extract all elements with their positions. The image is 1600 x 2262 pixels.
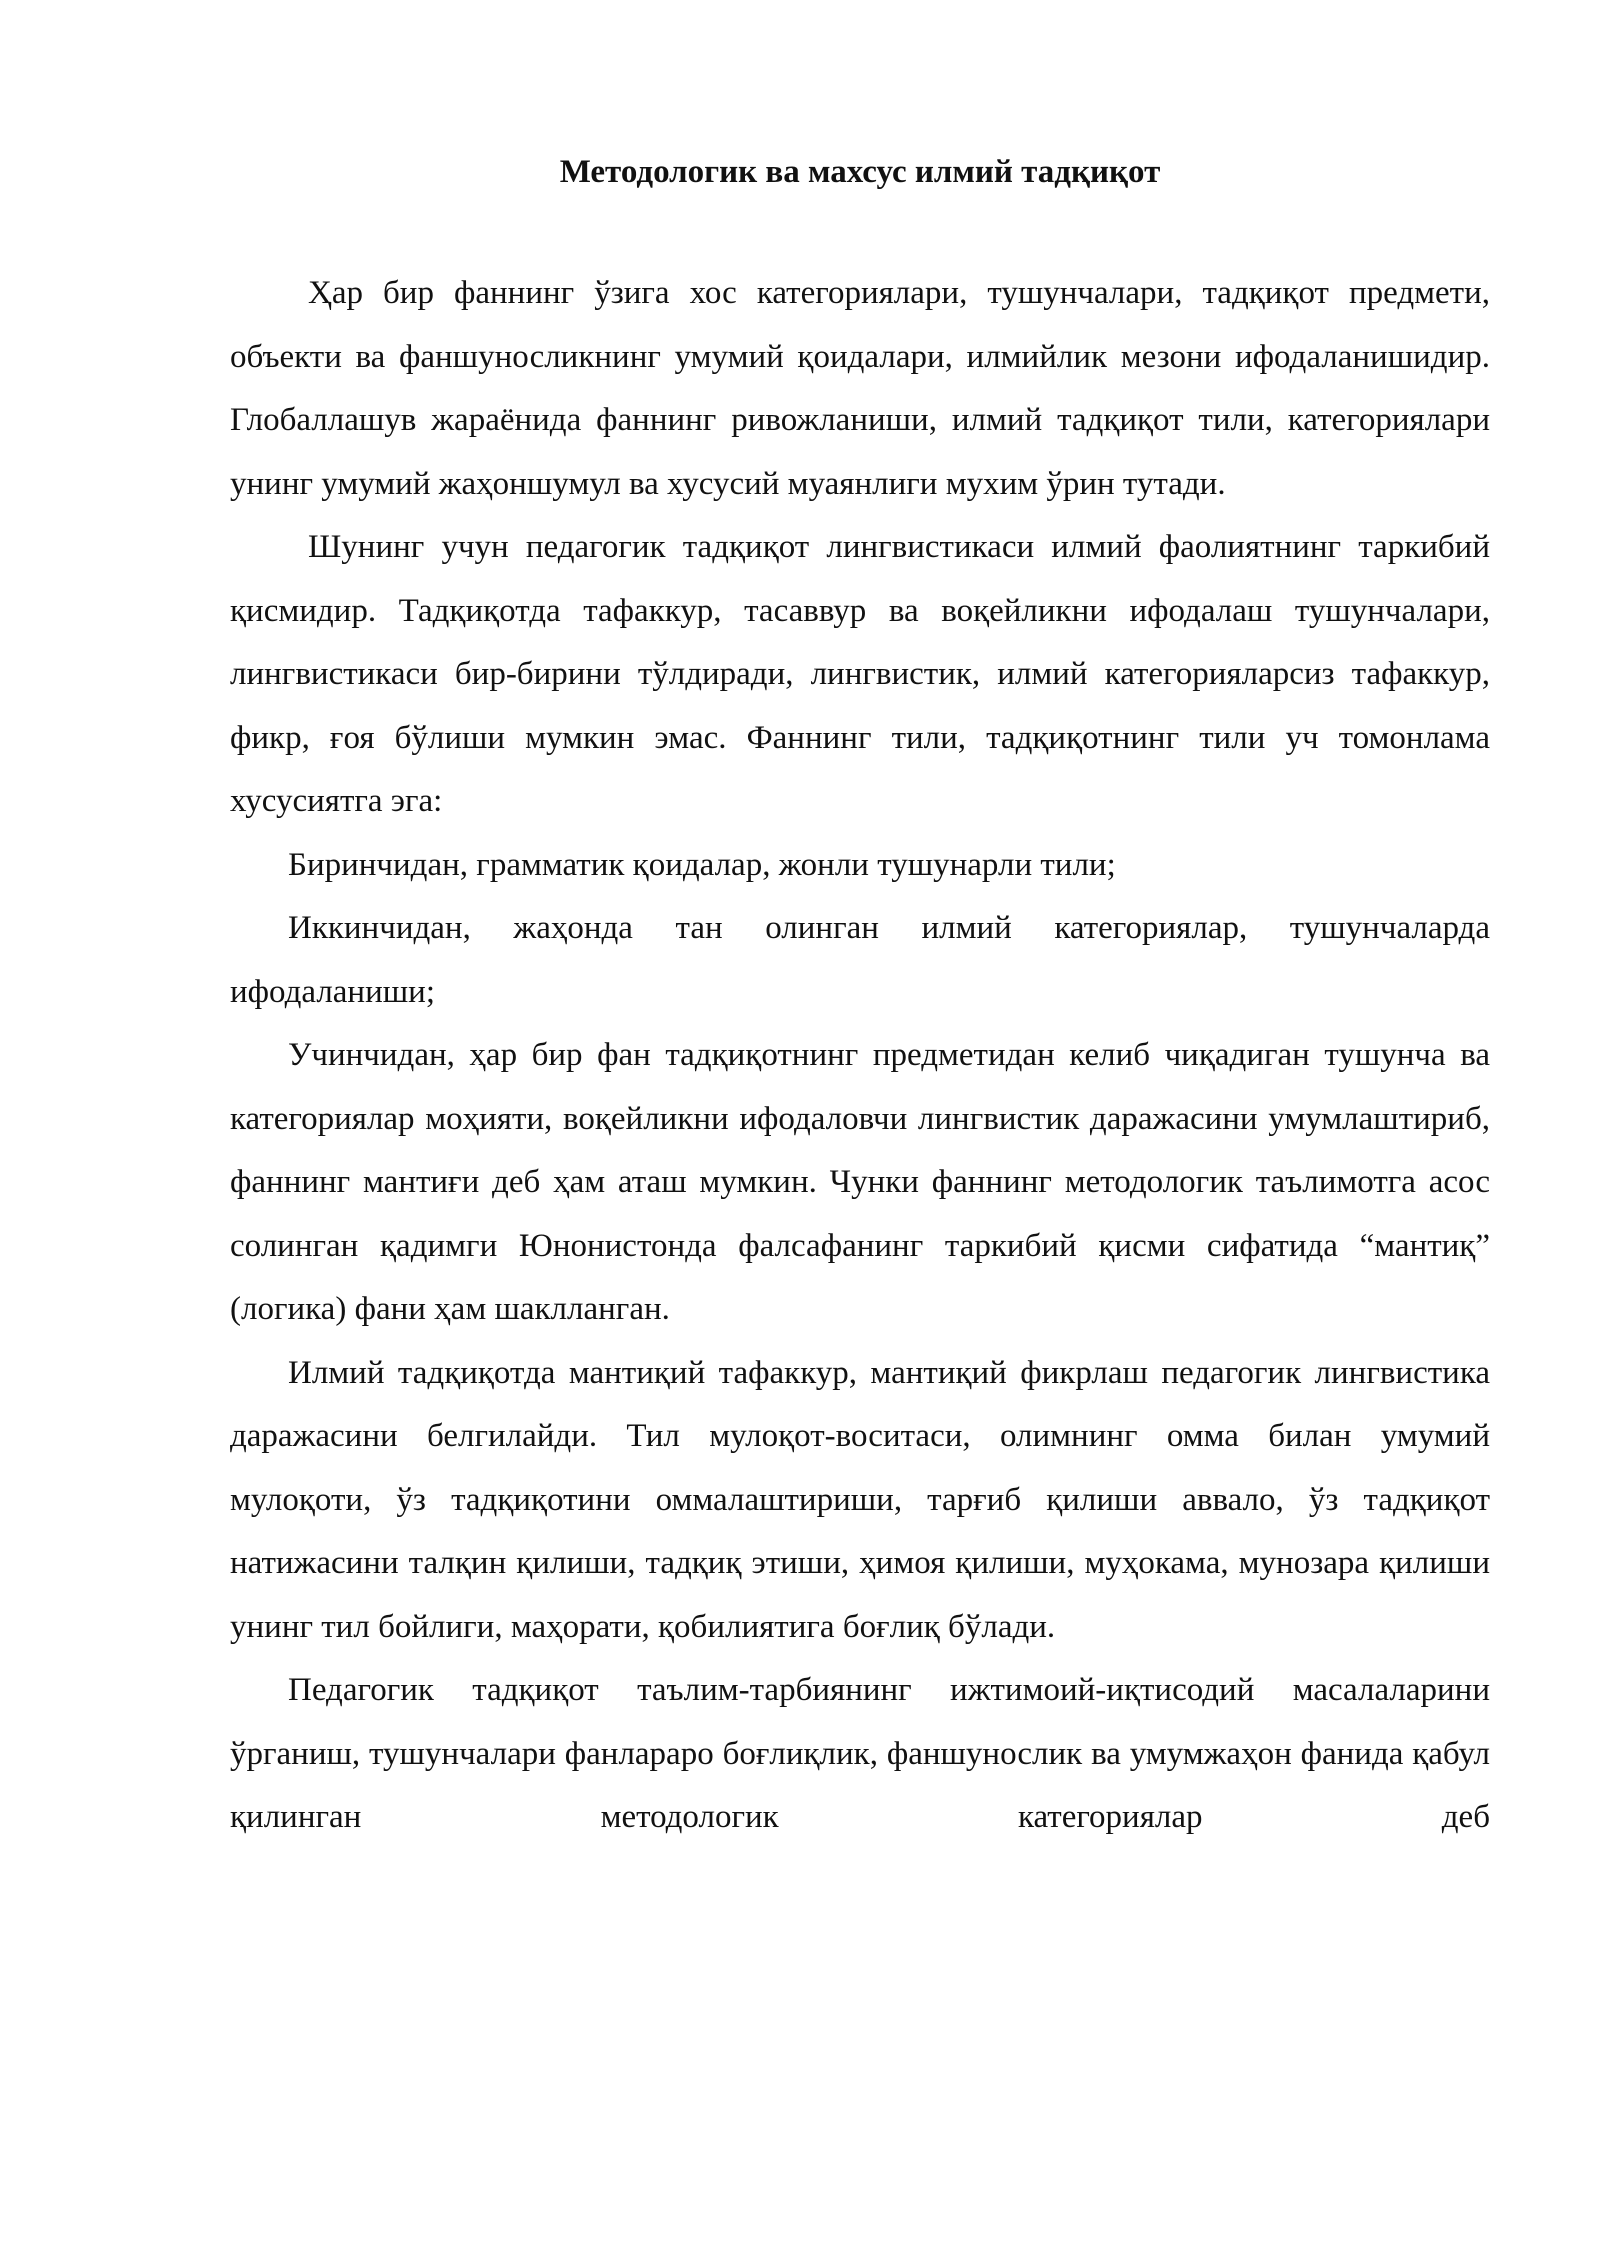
page-title: Методологик ва махсус илмий тадқиқот — [559, 154, 1161, 190]
document-body — [230, 262, 1490, 1850]
paragraph-3: Биринчидан, грамматик қоидалар, жонли тушунарли тили; — [288, 846, 1116, 883]
paragraph-4: Иккинчидан, жаҳонда тан олинган илмий категориялар, тушунчаларда ифодаланиши; — [230, 910, 1490, 1010]
paragraph-6: Илмий тадқиқотда мантиқий тафаккур, мантиқий фикрлаш педагогик лингвистика даражасини белгилайди. Тил мулоқот-воситаси, олимнинг омма билан умумий мулоқоти, ўз тадқиқотини оммалаштириши, тарғиб қилиши аввало, ўз тадқиқот натижасини талқин қилиши, тадқиқ этиши, ҳимоя қилиши, муҳокама, мунозара қилиши унинг тил бойлиги, маҳорати, қобилиятига боғлиқ бўлади. — [230, 1354, 1490, 1645]
paragraph-1: Ҳар бир фаннинг ўзига хос категориялари, тушунчалари, тадқиқот предмети, объекти ва фаншуносликнинг умумий қоидалари, илмийлик мезони ифодаланишидир. Глобаллашув жараёнида фаннинг ривожланиши, илмий тадқиқот тили, категориялари унинг умумий жаҳоншумул ва хусусий муаянлиги мухим ўрин тутади. — [230, 275, 1490, 502]
paragraph-5: Учинчидан, ҳар бир фан тадқиқотнинг предметидан келиб чиқадиган тушунча ва категориялар моҳияти, воқейликни ифодаловчи лингвистик даражасини умумлаштириб, фаннинг мантиғи деб ҳам аташ мумкин. Чунки фаннинг методологик таълимотга асос солинган қадимги Юнонистонда фалсафанинг таркибий қисми сифатида “мантиқ” (логика) фани ҳам шаклланган. — [230, 1037, 1490, 1327]
paragraph-2: Шунинг учун педагогик тадқиқот лингвистикаси илмий фаолиятнинг таркибий қисмидир. Тадқиқотда тафаккур, тасаввур ва воқейликни ифодалаш тушунчалари, лингвистикаси бир-бирини тўлдиради, лингвистик, илмий категорияларсиз тафаккур, фикр, ғоя бўлиши мумкин эмас. Фаннинг тили, тадқиқотнинг тили уч томонлама хусусиятга эга: — [230, 529, 1490, 819]
paragraph-7: Педагогик тадқиқот таълим-тарбиянинг ижтимоий-иқтисодий масалаларини ўрганиш, тушунчалари фанлараро боғлиқлик, фаншунослик ва умумжаҳон фанида қабул қилинган методологик категориялар деб — [230, 1672, 1490, 1835]
